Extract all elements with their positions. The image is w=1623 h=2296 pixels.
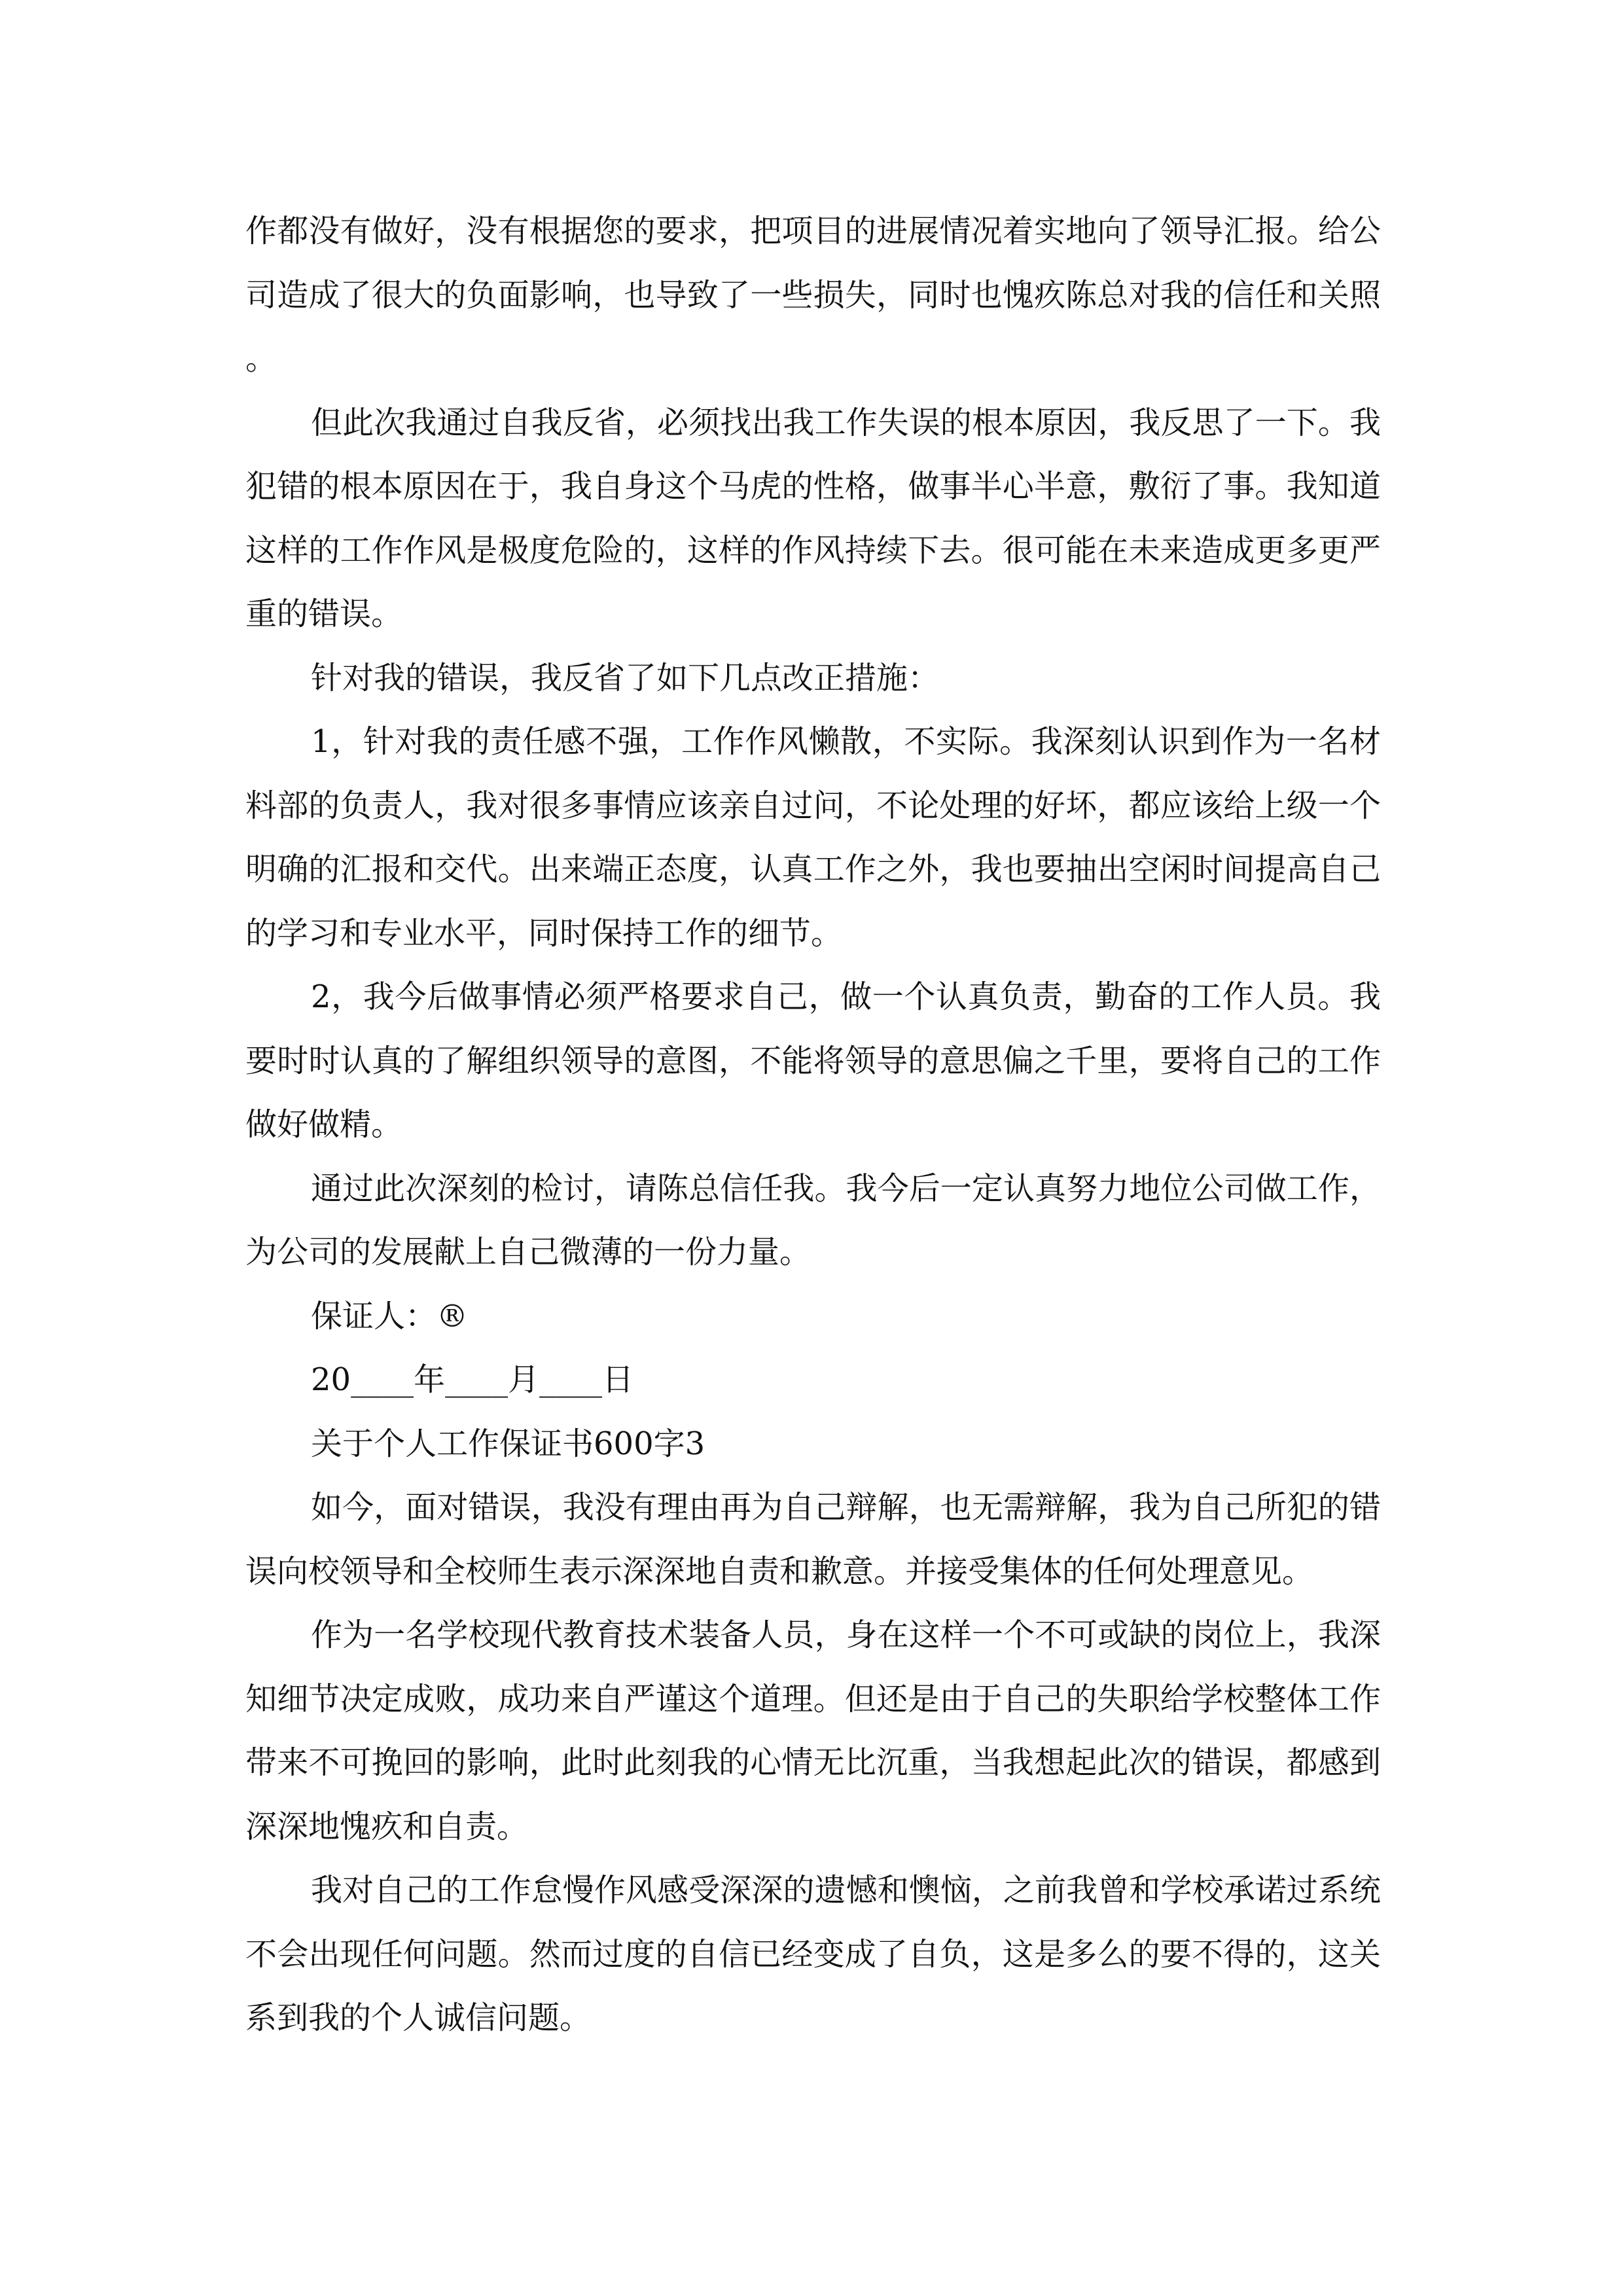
paragraph-10: 如今，面对错误，我没有理由再为自己辩解，也无需辩解，我为自己所犯的错误向校领导和全校师生表示深深地自责和歉意。并接受集体的任何处理意见。 (245, 1489, 1381, 1590)
paragraph-1: 作都没有做好，没有根据您的要求，把项目的进展情况着实地向了领导汇报。给公司造成了很大的负面影响，也导致了一些损失，同时也愧疚陈总对我的信任和关照。 (245, 213, 1381, 377)
paragraph-3: 针对我的错误，我反省了如下几点改正措施： (311, 659, 940, 696)
guarantor-line: 保证人：® (311, 1297, 469, 1335)
paragraph-12: 我对自己的工作怠慢作风感受深深的遗憾和懊恼，之前我曾和学校承诺过系统不会出现任何问题。然而过度的自信已经变成了自负，这是多么的要不得的，这关系到我的个人诚信问题。 (245, 1872, 1381, 2036)
paragraph-6: 通过此次深刻的检讨，请陈总信任我。我今后一定认真努力地位公司做工作，为公司的发展献上自己微薄的一份力量。 (245, 1170, 1381, 1270)
paragraph-5: 2，我今后做事情必须严格要求自己，做一个认真负责，勤奋的工作人员。我要时时认真的了解组织领导的意图，不能将领导的意思偏之千里，要将自己的工作做好做精。 (245, 978, 1381, 1143)
paragraph-2: 但此次我通过自我反省，必须找出我工作失误的根本原因，我反思了一下。我犯错的根本原因在于，我自身这个马虎的性格，做事半心半意，敷衍了事。我知道这样的工作作风是极度危险的，这样的作风持续下去。很可能在未来造成更多更严重的错误。 (245, 404, 1381, 632)
document-body (245, 200, 1381, 2051)
date-line: 20____年____月____日 (311, 1361, 634, 1398)
paragraph-4: 1，针对我的责任感不强，工作作风懒散，不实际。我深刻认识到作为一名材料部的负责人，我对很多事情应该亲自过问，不论处理的好坏，都应该给上级一个明确的汇报和交代。出来端正态度，认真工作之外，我也要抽出空闲时间提高自己的学习和专业水平，同时保持工作的细节。 (245, 723, 1381, 952)
section-title: 关于个人工作保证书600字3 (311, 1425, 705, 1462)
paragraph-11: 作为一名学校现代教育技术装备人员，身在这样一个不可或缺的岗位上，我深知细节决定成败，成功来自严谨这个道理。但还是由于自己的失职给学校整体工作带来不可挽回的影响，此时此刻我的心情无比沉重，当我想起此次的错误，都感到深深地愧疚和自责。 (245, 1617, 1381, 1845)
